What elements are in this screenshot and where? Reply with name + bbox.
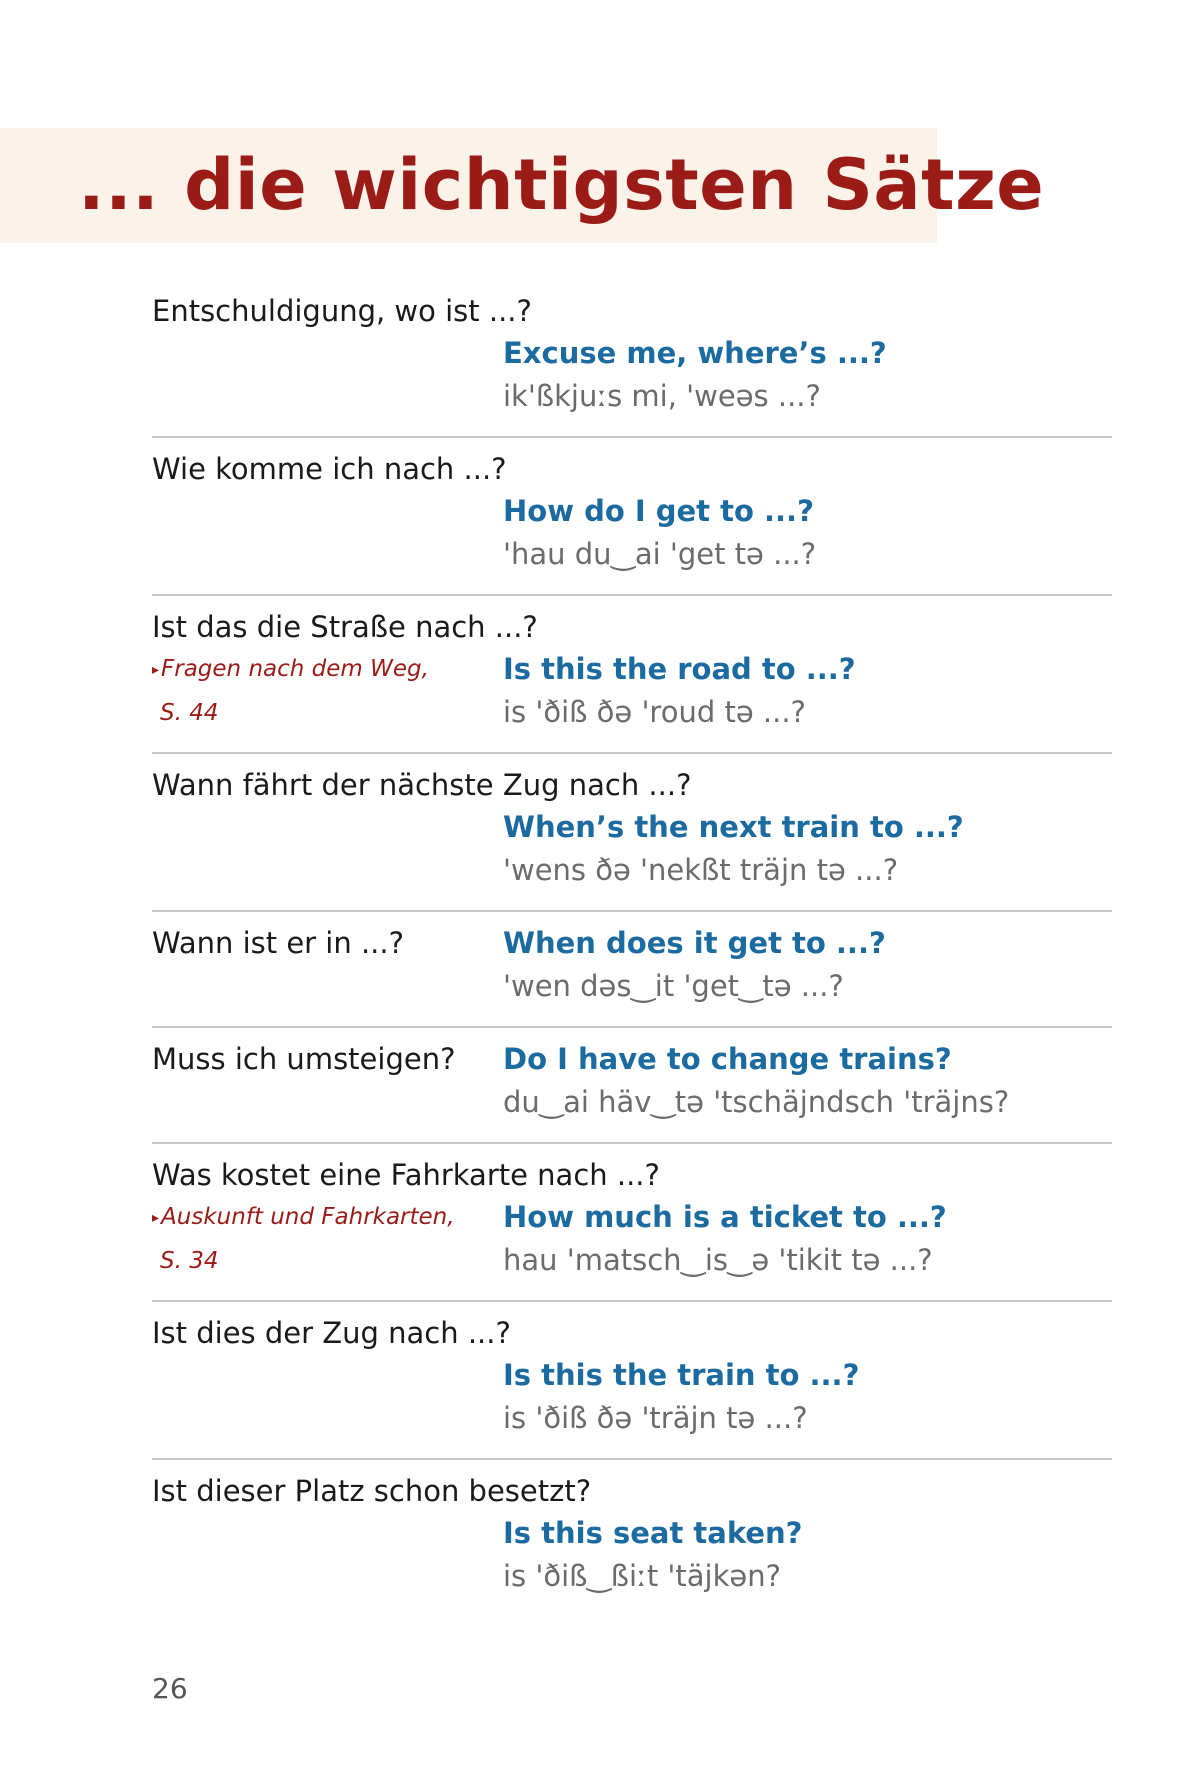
english-phrase: Is this seat taken?: [503, 1516, 803, 1550]
pronunciation: 'wen dəs‿it 'get‿tə ...?: [503, 969, 844, 1003]
german-phrase: Ist das die Straße nach ...?: [152, 610, 538, 644]
english-phrase: Excuse me, where’s ...?: [503, 336, 887, 370]
cross-reference[interactable]: [152, 648, 492, 735]
german-phrase: Wann ist er in ...?: [152, 926, 405, 960]
cross-reference-page: S. 34: [160, 1248, 219, 1274]
english-phrase: Is this the train to ...?: [503, 1358, 860, 1392]
phrase-entry: [152, 1038, 1112, 1144]
german-phrase: Ist dieser Platz schon besetzt?: [152, 1474, 592, 1508]
german-phrase: Wie komme ich nach ...?: [152, 452, 507, 486]
cross-reference-text: Fragen nach dem Weg,: [161, 656, 429, 682]
phrase-entry: [152, 922, 1112, 1028]
english-phrase: When’s the next train to ...?: [503, 810, 964, 844]
german-phrase: Wann fährt der nächste Zug nach ...?: [152, 768, 692, 802]
pronunciation: is 'ðiß‿ßiːt 'täjkən?: [503, 1559, 781, 1593]
cross-reference-page: S. 44: [160, 700, 219, 726]
triangle-right-icon: ▸: [152, 662, 160, 678]
pronunciation: 'wens ðə 'nekßt träjn tə ...?: [503, 853, 899, 887]
triangle-right-icon: ▸: [152, 1210, 160, 1226]
phrase-entry: [152, 606, 1112, 754]
english-phrase: Do I have to change trains?: [503, 1042, 952, 1076]
pronunciation: ik'ßkjuːs mi, 'weəs ...?: [503, 379, 821, 413]
phrase-entry: [152, 764, 1112, 912]
pronunciation: du‿ai häv‿tə 'tschäjndsch 'träjns?: [503, 1085, 1010, 1119]
pronunciation: hau 'matsch‿is‿ə 'tikit tə ...?: [503, 1243, 933, 1277]
english-phrase: How much is a ticket to ...?: [503, 1200, 947, 1234]
pronunciation: is 'ðiß ðə 'roud tə ...?: [503, 695, 806, 729]
cross-reference[interactable]: [152, 1196, 492, 1283]
german-phrase: Muss ich umsteigen?: [152, 1042, 456, 1076]
english-phrase: When does it get to ...?: [503, 926, 886, 960]
page-title: ... die wichtigsten Sätze: [78, 144, 1045, 226]
phrase-entry: [152, 1312, 1112, 1460]
phrase-entry: [152, 448, 1112, 596]
english-phrase: How do I get to ...?: [503, 494, 814, 528]
german-phrase: Entschuldigung, wo ist ...?: [152, 294, 532, 328]
german-phrase: Was kostet eine Fahrkarte nach ...?: [152, 1158, 660, 1192]
pronunciation: is 'ðiß ðə 'träjn tə ...?: [503, 1401, 808, 1435]
phrase-list: [152, 290, 1112, 1626]
page-number: 26: [152, 1672, 188, 1705]
phrase-entry: [152, 1154, 1112, 1302]
german-phrase: Ist dies der Zug nach ...?: [152, 1316, 511, 1350]
pronunciation: 'hau du‿ai 'get tə ...?: [503, 537, 817, 571]
phrase-entry: [152, 1470, 1112, 1616]
phrase-entry: [152, 290, 1112, 438]
english-phrase: Is this the road to ...?: [503, 652, 856, 686]
cross-reference-text: Auskunft und Fahrkarten,: [161, 1204, 455, 1230]
